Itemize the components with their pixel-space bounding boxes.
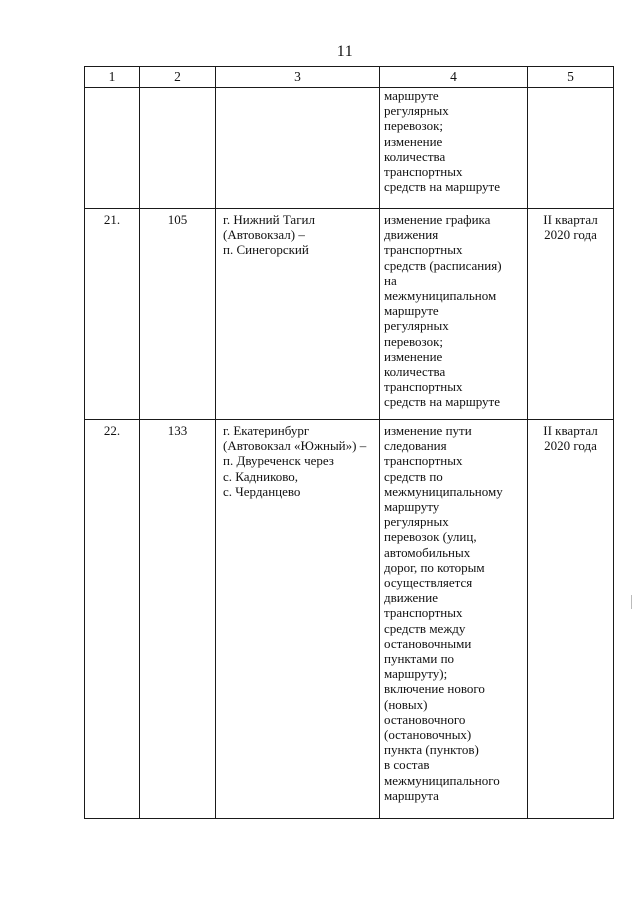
change-description-line: регулярных xyxy=(384,318,449,334)
header-col-3: 3 xyxy=(216,67,380,88)
change-description-line: изменение графика xyxy=(384,212,491,227)
deadline-cell xyxy=(528,420,614,819)
route-number-cell xyxy=(140,88,216,209)
change-description-line: транспортных xyxy=(384,379,463,395)
change-description-line: транспортных xyxy=(384,164,463,180)
change-description-line: маршруту); xyxy=(384,666,448,682)
change-description-line: транспортных xyxy=(384,605,463,621)
change-description-line: маршруте xyxy=(384,303,439,319)
change-description-line: изменение xyxy=(384,348,443,364)
change-description-line: изменение xyxy=(384,133,443,149)
change-description-line: изменение пути xyxy=(384,423,472,438)
change-description-line: регулярных xyxy=(384,103,449,119)
change-description-line: межмуниципальном xyxy=(384,288,497,304)
change-description-line: перевозок; xyxy=(384,118,444,134)
row-number-cell: 21. xyxy=(85,209,140,420)
change-description-line: транспортных xyxy=(384,453,463,469)
scan-edge-mark xyxy=(631,595,632,609)
route-name-line: п. Синегорский xyxy=(223,242,309,258)
header-col-1: 1 xyxy=(85,67,140,88)
change-description-cell xyxy=(380,420,528,819)
change-description-line: маршруту xyxy=(384,499,440,515)
route-name-cell xyxy=(216,88,380,209)
route-name-line: п. Двуреченск через xyxy=(223,453,334,469)
change-description-line: остановочными xyxy=(384,635,472,651)
route-name-line: (Автовокзал) – xyxy=(223,227,305,243)
change-description-line: включение нового xyxy=(384,681,485,697)
change-description-line: дорог, по которым xyxy=(384,559,485,575)
change-description-line: транспортных xyxy=(384,242,463,258)
header-col-5: 5 xyxy=(528,67,614,88)
page-number: 11 xyxy=(336,43,354,60)
route-name-line: с. Черданцево xyxy=(223,483,301,499)
change-description-line: на xyxy=(384,272,397,288)
route-name-line: (Автовокзал «Южный») – xyxy=(223,438,367,454)
change-description-cell xyxy=(380,88,528,209)
change-description-line: межмуниципальному xyxy=(384,483,503,499)
change-description-line: (остановочных) xyxy=(384,727,472,743)
table-row xyxy=(85,88,614,209)
change-description-line: количества xyxy=(384,364,446,380)
table-row xyxy=(85,209,614,420)
route-name-line: г. Нижний Тагил xyxy=(223,212,315,227)
route-name-cell xyxy=(216,420,380,819)
change-description-line: пункта (пунктов) xyxy=(384,742,479,758)
route-number-cell: 133 xyxy=(140,420,216,819)
change-description-line: движение xyxy=(384,590,438,606)
change-description-line: регулярных xyxy=(384,514,449,530)
change-description-line: количества xyxy=(384,148,446,164)
change-description-line: остановочного xyxy=(384,711,466,727)
change-description-line: автомобильных xyxy=(384,544,471,560)
table-row xyxy=(85,420,614,819)
change-description-line: перевозок (улиц, xyxy=(384,529,477,545)
deadline-line: 2020 года xyxy=(544,227,597,243)
change-description-line: маршрута xyxy=(384,787,439,803)
header-col-4: 4 xyxy=(380,67,528,88)
change-description-line: следования xyxy=(384,438,447,454)
change-description-line: межмуниципального xyxy=(384,772,500,788)
change-description-line: осуществляется xyxy=(384,575,473,591)
route-number-cell: 105 xyxy=(140,209,216,420)
change-description-line: средств по xyxy=(384,468,443,484)
change-description-line: средств (расписания) xyxy=(384,257,502,273)
deadline-cell xyxy=(528,88,614,209)
change-description-line: средств между xyxy=(384,620,466,636)
route-name-line: г. Екатеринбург xyxy=(223,423,310,438)
row-number-cell: 22. xyxy=(85,420,140,819)
change-description-line: средств на маршруте xyxy=(384,394,500,410)
change-description-line: средств на маршруте xyxy=(384,179,500,195)
change-description-cell xyxy=(380,209,528,420)
row-number-cell xyxy=(85,88,140,209)
header-col-2: 2 xyxy=(140,67,216,88)
route-name-line: с. Кадниково, xyxy=(223,468,299,484)
deadline-line: II квартал xyxy=(543,423,598,438)
change-description-line: в состав xyxy=(384,757,430,773)
route-name-cell xyxy=(216,209,380,420)
change-description-line: маршруте xyxy=(384,88,439,103)
change-description-line: перевозок; xyxy=(384,333,444,349)
deadline-line: 2020 года xyxy=(544,438,597,454)
schedule-table xyxy=(84,66,614,819)
deadline-cell xyxy=(528,209,614,420)
change-description-line: пунктами по xyxy=(384,651,455,667)
table-header-row xyxy=(85,67,614,88)
change-description-line: (новых) xyxy=(384,696,428,712)
deadline-line: II квартал xyxy=(543,212,598,227)
change-description-line: движения xyxy=(384,227,439,243)
